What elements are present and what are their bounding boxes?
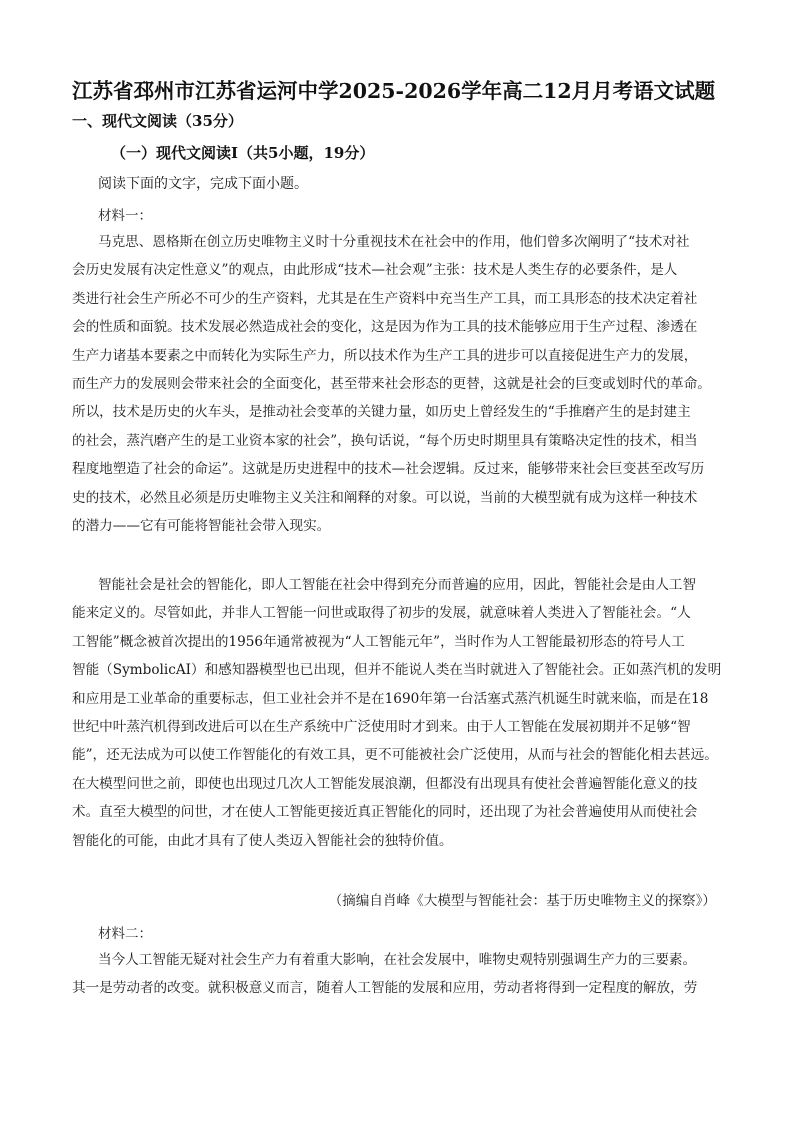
- material-one-paragraph-2: [72, 571, 732, 855]
- section-heading: 一、现代文阅读（35分）: [72, 112, 243, 130]
- text-line: 智能社会是社会的智能化，即人工智能在社会中得到充分而普遍的应用，因此，智能社会是由人工智: [98, 577, 697, 593]
- text-line: 术。直至大模型的问世，才在使人工智能更接近真正智能化的同时，还出现了为社会普遍使用从而使社会: [72, 804, 698, 821]
- text-line: 其一是劳动者的改变。就积极意义而言，随着人工智能的发展和应用，劳动者将得到一定程度的解放，劳: [72, 980, 698, 997]
- material-one-source: （摘编自肖峰《大模型与智能社会：基于历史唯物主义的探察》）: [328, 893, 716, 909]
- text-line: 能来定义的。尽管如此，并非人工智能一问世或取得了初步的发展，就意味着人类进入了智能社会。“人: [72, 605, 691, 622]
- text-line: 的潜力——它有可能将智能社会带入现实。: [72, 518, 331, 535]
- text-line: 史的技术，必然且必须是历史唯物主义关注和阐释的对象。可以说，当前的大模型就有成为这样一种技术: [72, 489, 698, 506]
- text-line: 智能化的可能，由此才具有了使人类迈入智能社会的独特价值。: [72, 832, 453, 849]
- reading-instruction: 阅读下面的文字，完成下面小题。: [98, 176, 308, 192]
- text-line: 在大模型问世之前，即使也出现过几次人工智能发展浪潮，但都没有出现具有使社会普遍智能化意义的技: [72, 775, 698, 792]
- text-line: 当今人工智能无疑对社会生产力有着重大影响，在社会发展中，唯物史观特别强调生产力的三要素。: [98, 952, 697, 968]
- material-two-paragraph-1: [72, 946, 732, 1003]
- text-line: 程度地塑造了社会的命运”。这就是历史进程中的技术—社会逻辑。反过来，能够带来社会巨变甚至改写历: [72, 461, 705, 478]
- subsection-heading: （一）现代文阅读Ⅰ（共5小题，19分）: [111, 144, 375, 162]
- material-one-label: 材料一：: [98, 208, 152, 224]
- text-line: 会的性质和面貌。技术发展必然造成社会的变化，这是因为作为工具的技术能够应用于生产过程、渗透在: [72, 319, 698, 336]
- text-line: 世纪中叶蒸汽机得到改进后可以在生产系统中广泛使用时才到来。由于人工智能在发展初期并不足够“智: [72, 719, 691, 736]
- text-line: 智能（SymbolicAI）和感知器模型也已出现，但并不能说人类在当时就进入了智能社会。正如蒸汽机的发明: [72, 662, 722, 679]
- text-line: 的社会，蒸汽磨产生的是工业资本家的社会”，换句话说，“每个历史时期里具有策略决定性的技术，相当: [72, 432, 698, 449]
- text-line: 所以，技术是历史的火车头，是推动社会变革的关键力量，如历史上曾经发生的“手推磨产生的是封建主: [72, 404, 691, 421]
- text-line: 和应用是工业革命的重要标志，但工业社会并不是在1690年第一台活塞式蒸汽机诞生时就来临，而是在18: [72, 690, 709, 707]
- text-line: 会历史发展有决定性意义”的观点，由此形成“技术—社会观”主张：技术是人类生存的必要条件，是人: [72, 262, 678, 279]
- text-line: 生产力诸基本要素之中而转化为实际生产力，所以技术作为生产工具的进步可以直接促进生产力的发展，: [72, 347, 698, 364]
- text-line: 能”，还无法成为可以使工作智能化的有效工具，更不可能被社会广泛使用，从而与社会的智能化相去甚远。: [72, 747, 718, 764]
- material-two-label: 材料二：: [98, 926, 152, 942]
- text-line: 工智能”概念被首次提出的1956年通常被视为“人工智能元年”，当时作为人工智能最初形态的符号人工: [72, 633, 685, 650]
- text-line: 类进行社会生产所必不可少的生产资料，尤其是在生产资料中充当生产工具，而工具形态的技术决定着社: [72, 290, 698, 307]
- material-one-paragraph-1: [72, 228, 732, 540]
- text-line: 而生产力的发展则会带来社会的全面变化，甚至带来社会形态的更替，这就是社会的巨变或划时代的革命。: [72, 376, 711, 393]
- page-title: 江苏省邳州市江苏省运河中学2025-2026学年高二12月月考语文试题: [72, 79, 716, 103]
- text-line: 马克思、恩格斯在创立历史唯物主义时十分重视技术在社会中的作用，他们曾多次阐明了“技术对社: [98, 234, 690, 250]
